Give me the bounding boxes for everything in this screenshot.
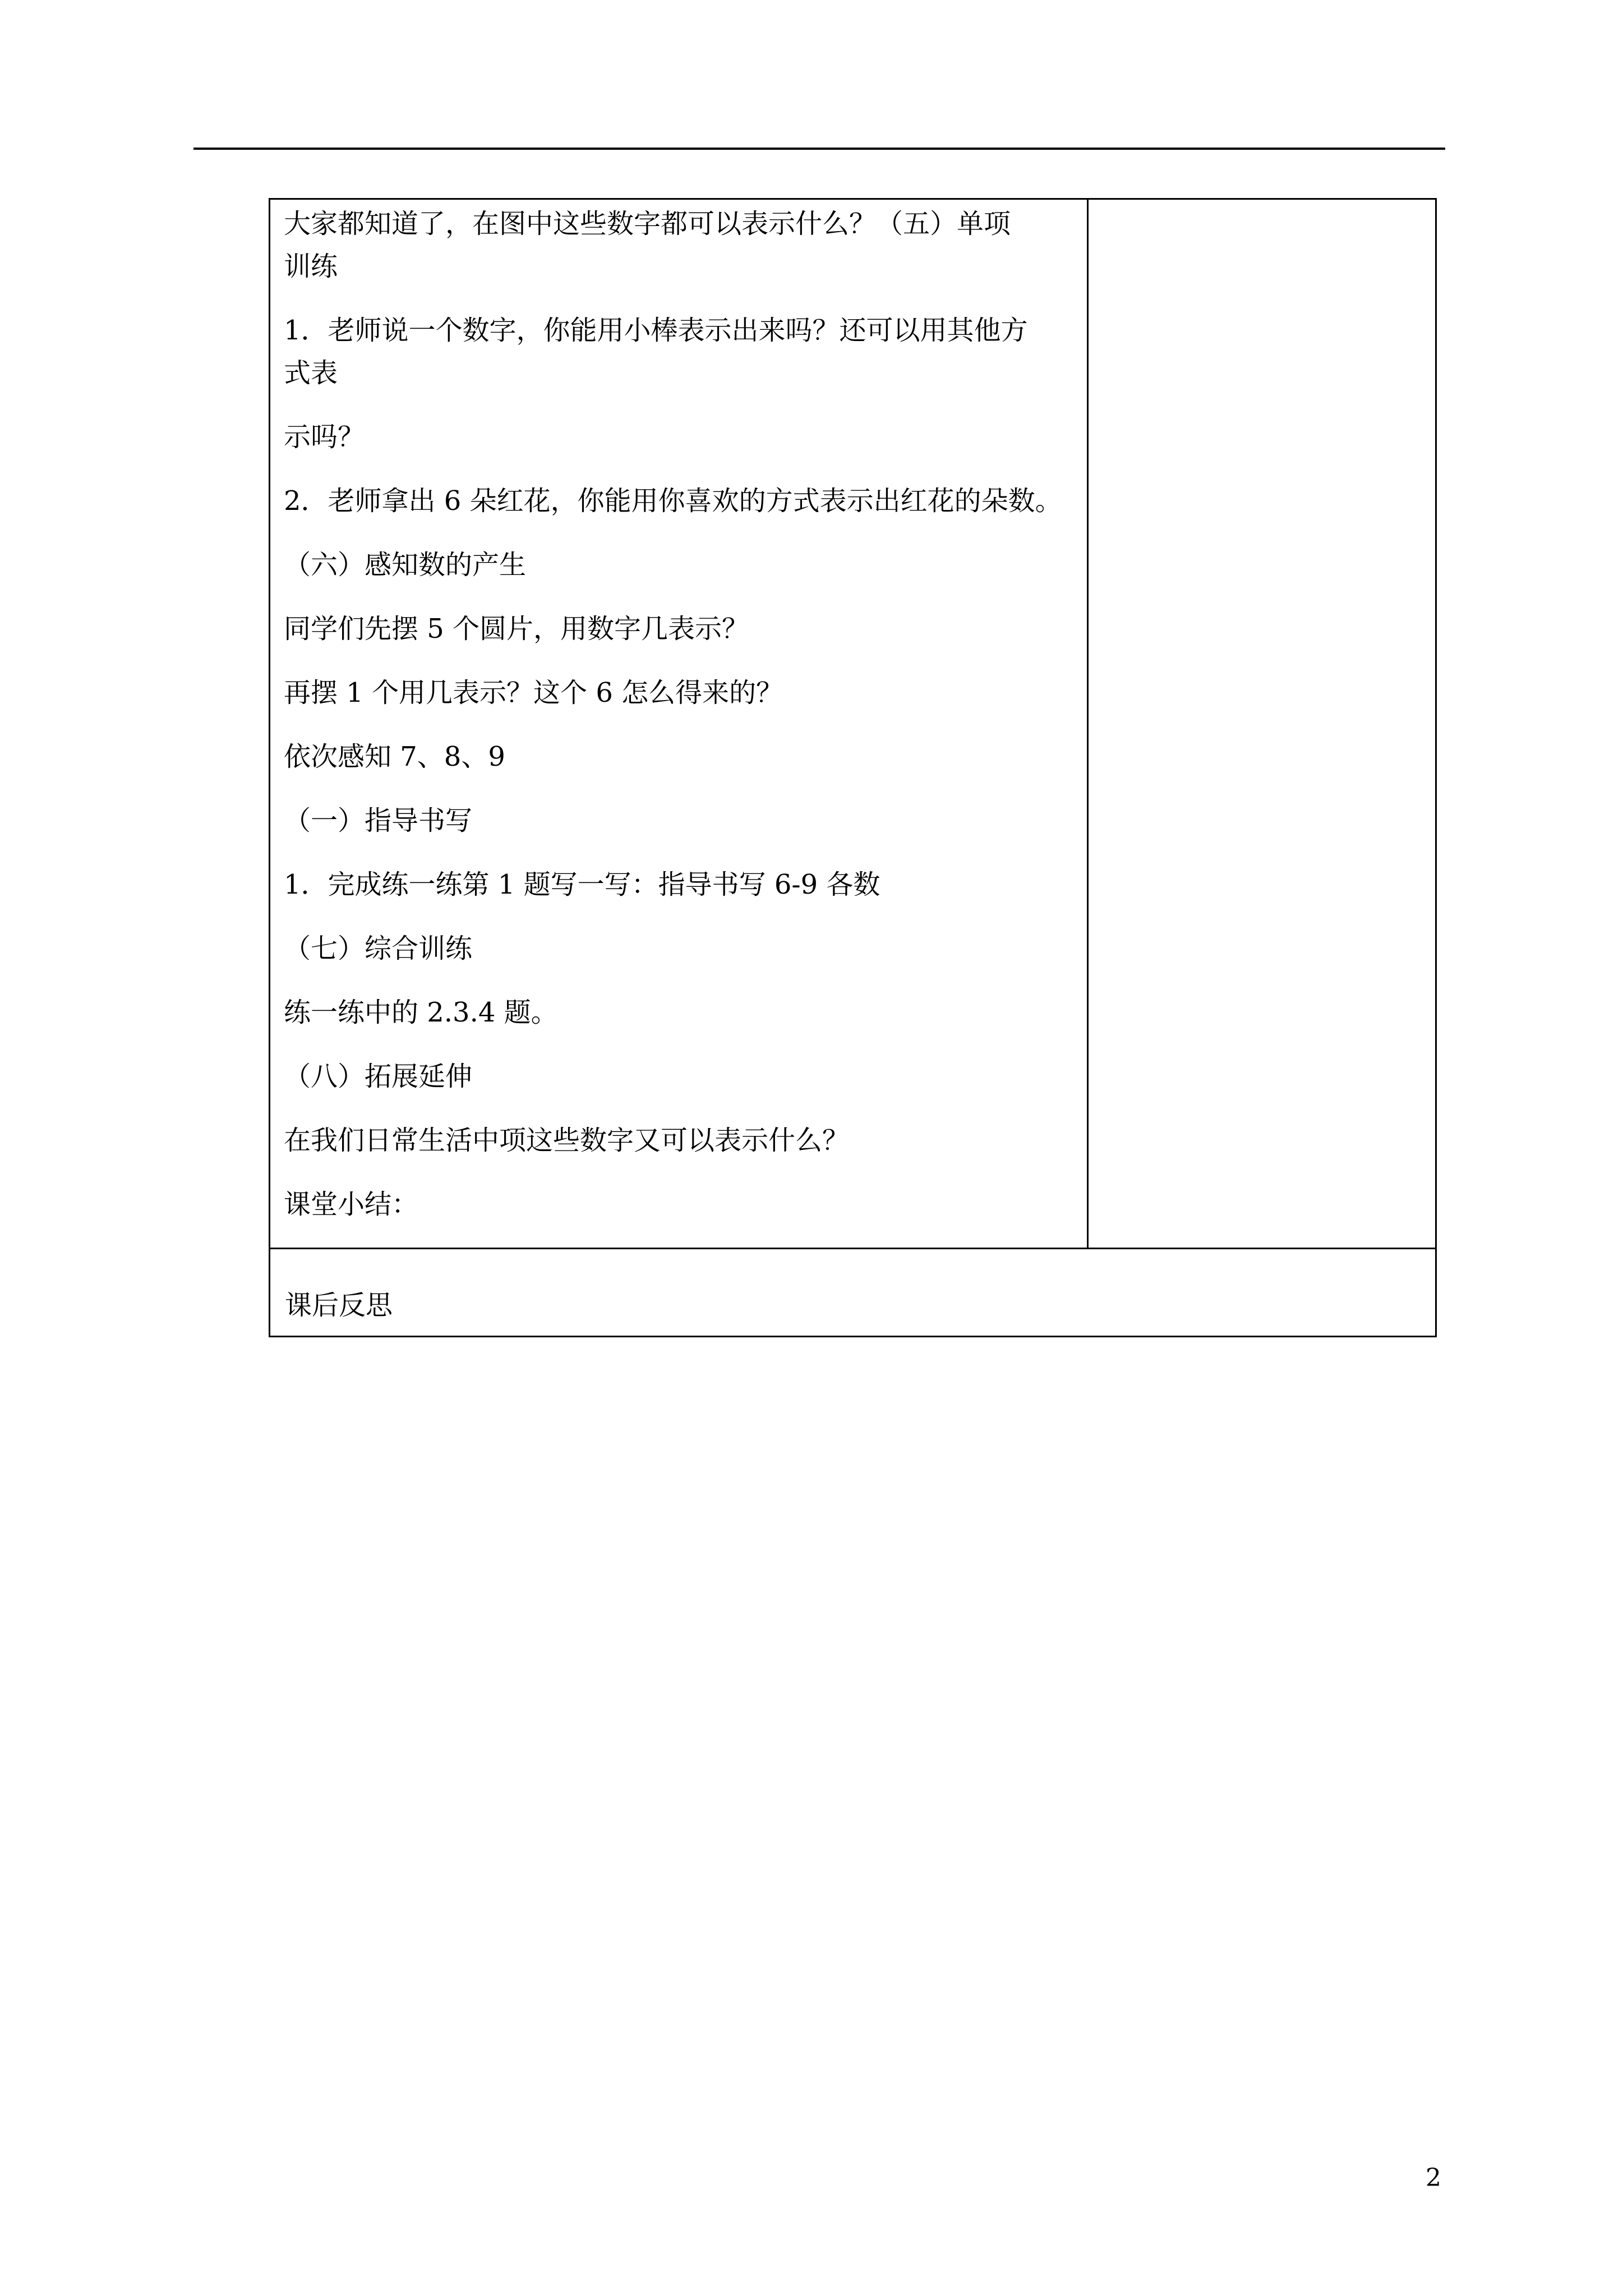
text-line: 2．老师拿出 6 朵红花，你能用你喜欢的方式表示出红花的朵数。	[284, 485, 1062, 517]
text-line: （七）综合训练	[284, 933, 473, 964]
text-line: 再摆 1 个用几表示？这个 6 怎么得来的？	[284, 677, 783, 708]
text-line: 大家都知道了，在图中这些数字都可以表示什么？（五）单项	[284, 208, 1011, 240]
text-line: 在我们日常生活中项这些数字又可以表示什么？	[284, 1125, 850, 1156]
text-line: 式表	[284, 357, 338, 389]
text-line: （六）感知数的产生	[284, 549, 527, 581]
teaching-process-cell	[270, 199, 1088, 1249]
text-line: 课堂小结：	[284, 1189, 419, 1220]
reflection-label: 课后反思	[285, 1290, 393, 1321]
notes-cell	[1088, 199, 1436, 1249]
page-number: 2	[1426, 2164, 1441, 2192]
text-line: 练一练中的 2.3.4 题。	[284, 997, 558, 1028]
reflection-cell	[270, 1249, 1436, 1337]
header-rule	[193, 148, 1445, 150]
text-line: 示吗？	[284, 421, 365, 453]
text-line: 1．完成练一练第 1 题写一写：指导书写 6-9 各数	[284, 869, 880, 900]
text-line: 依次感知 7、8、9	[284, 741, 505, 772]
lesson-plan-table	[269, 198, 1437, 1337]
text-line: 同学们先摆 5 个圆片，用数字几表示？	[284, 613, 749, 645]
content-row	[270, 199, 1436, 1249]
text-line: （八）拓展延伸	[284, 1061, 473, 1092]
reflection-row	[270, 1249, 1436, 1337]
text-line: 训练	[284, 251, 338, 282]
teaching-process-body	[270, 200, 1087, 1226]
text-line: 1．老师说一个数字，你能用小棒表示出来吗？还可以用其他方	[284, 315, 1028, 346]
text-line: （一）指导书写	[284, 805, 473, 836]
